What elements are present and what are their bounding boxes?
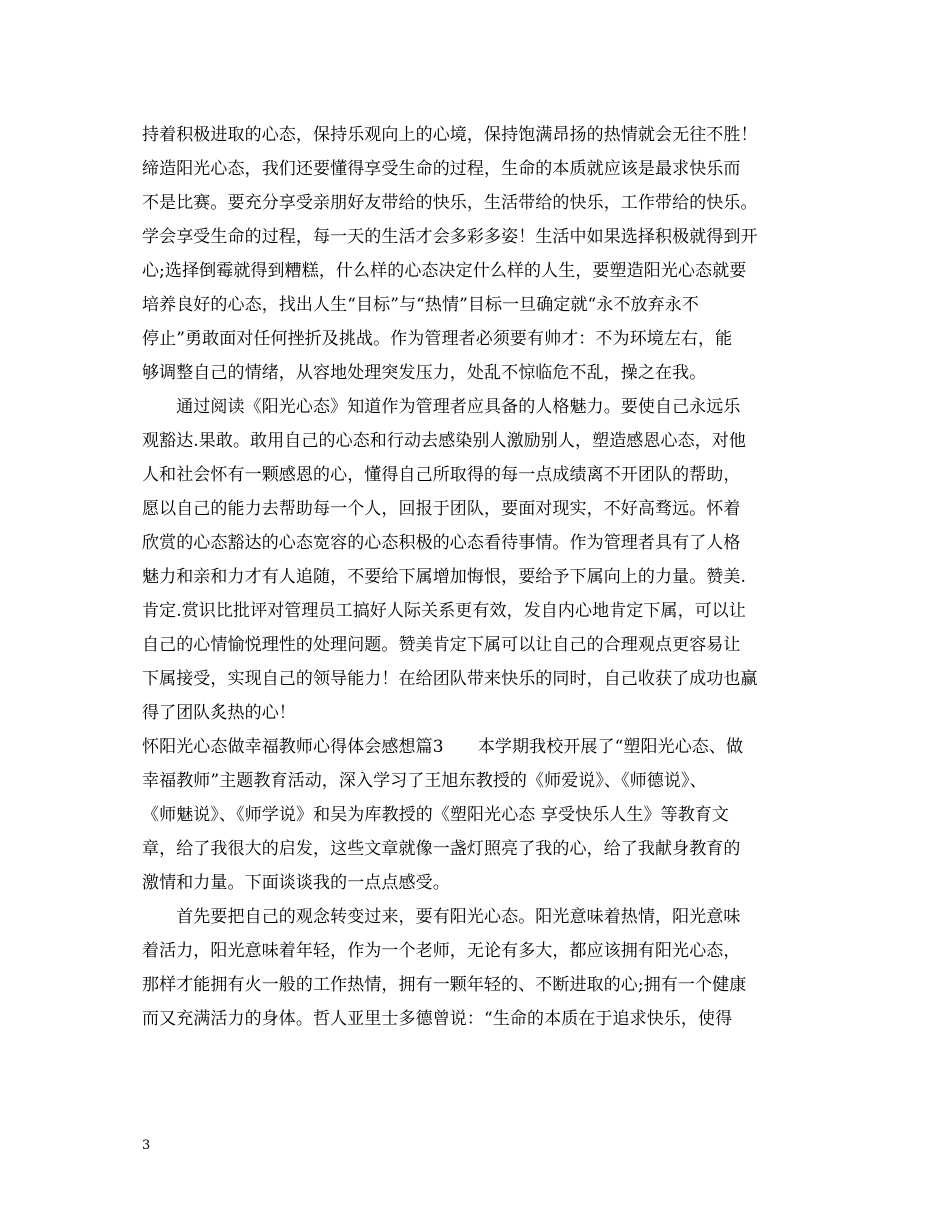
text-line: 持着积极进取的心态，保持乐观向上的心境，保持饱满昂扬的热情就会无往不胜！ (142, 125, 758, 145)
text-line: 不是比赛。要充分享受亲朋好友带给的快乐，生活带给的快乐，工作带给的快乐。 (142, 193, 758, 213)
text-line: 缔造阳光心态，我们还要懂得享受生命的过程，生命的本质就应该是最求快乐而 (142, 159, 741, 179)
section-heading-line: 怀阳光心态做幸福教师心得体会感想篇3 本学期我校开展了“塑阳光心态、做 (142, 737, 744, 757)
text-line: 下属接受，实现自己的领导能力！在给团队带来快乐的同时，自己收获了成功也赢 (142, 669, 758, 689)
text-line: 观豁达.果敢。敢用自己的心态和行动去感染别人激励别人，塑造感恩心态，对他 (142, 431, 747, 451)
text-line: 着活力，阳光意味着年轻，作为一个老师，无论有多大，都应该拥有阳光心态， (142, 941, 741, 961)
text-line: 停止”勇敢面对任何挫折及挑战。作为管理者必须要有帅才：不为环境左右，能 (142, 329, 733, 349)
text-line: 幸福教师”主题教育活动，深入学习了王旭东教授的《师爱说》、《师德说》、 (142, 771, 707, 791)
text-line: 《师魅说》、《师学说》和吴为库教授的《塑阳光心态 享受快乐人生》等教育文 (142, 805, 730, 825)
text-line: 得了团队炙热的心！ (142, 703, 296, 723)
text-line: 够调整自己的情绪，从容地处理突发压力，处乱不惊临危不乱，操之在我。 (142, 363, 707, 383)
text-line: 而又充满活力的身体。哲人亚里士多德曾说：“生命的本质在于追求快乐，使得 (142, 1009, 733, 1029)
body-text (142, 118, 832, 1036)
text-line: 章，给了我很大的启发，这些文章就像一盏灯照亮了我的心，给了我献身教育的 (142, 839, 741, 859)
text-line: 那样才能拥有火一般的工作热情，拥有一颗年轻的、不断进取的心;拥有一个健康 (142, 975, 747, 995)
text-line: 愿以自己的能力去帮助每一个人，回报于团队，要面对现实，不好高骛远。怀着 (142, 499, 741, 519)
text-line: 首先要把自己的观念转变过来，要有阳光心态。阳光意味着热情，阳光意味 (142, 907, 741, 927)
text-line: 通过阅读《阳光心态》知道作为管理者应具备的人格魅力。要使自己永远乐 (142, 397, 741, 417)
text-line: 自己的心情愉悦理性的处理问题。赞美肯定下属可以让自己的合理观点更容易让 (142, 635, 741, 655)
text-line: 人和社会怀有一颗感恩的心，懂得自己所取得的每一点成绩离不开团队的帮助， (142, 465, 741, 485)
text-line: 学会享受生命的过程，每一天的生活才会多彩多姿！生活中如果选择积极就得到开 (142, 227, 758, 247)
text-line: 欣赏的心态豁达的心态宽容的心态积极的心态看待事情。作为管理者具有了人格 (142, 533, 741, 553)
page-number: 3 (142, 1138, 151, 1153)
text-line: 激情和力量。下面谈谈我的一点点感受。 (142, 873, 450, 893)
text-line: 培养良好的心态，找出人生“目标”与“热情”目标一旦确定就“永不放弃永不 (142, 295, 699, 315)
text-line: 魅力和亲和力才有人追随，不要给下属增加悔恨，要给予下属向上的力量。赞美. (142, 567, 747, 587)
text-line: 心;选择倒霉就得到糟糕，什么样的心态决定什么样的人生，要塑造阳光心态就要 (142, 261, 747, 281)
text-line: 肯定.赏识比批评对管理员工搞好人际关系更有效，发自内心地肯定下属，可以让 (142, 601, 747, 621)
